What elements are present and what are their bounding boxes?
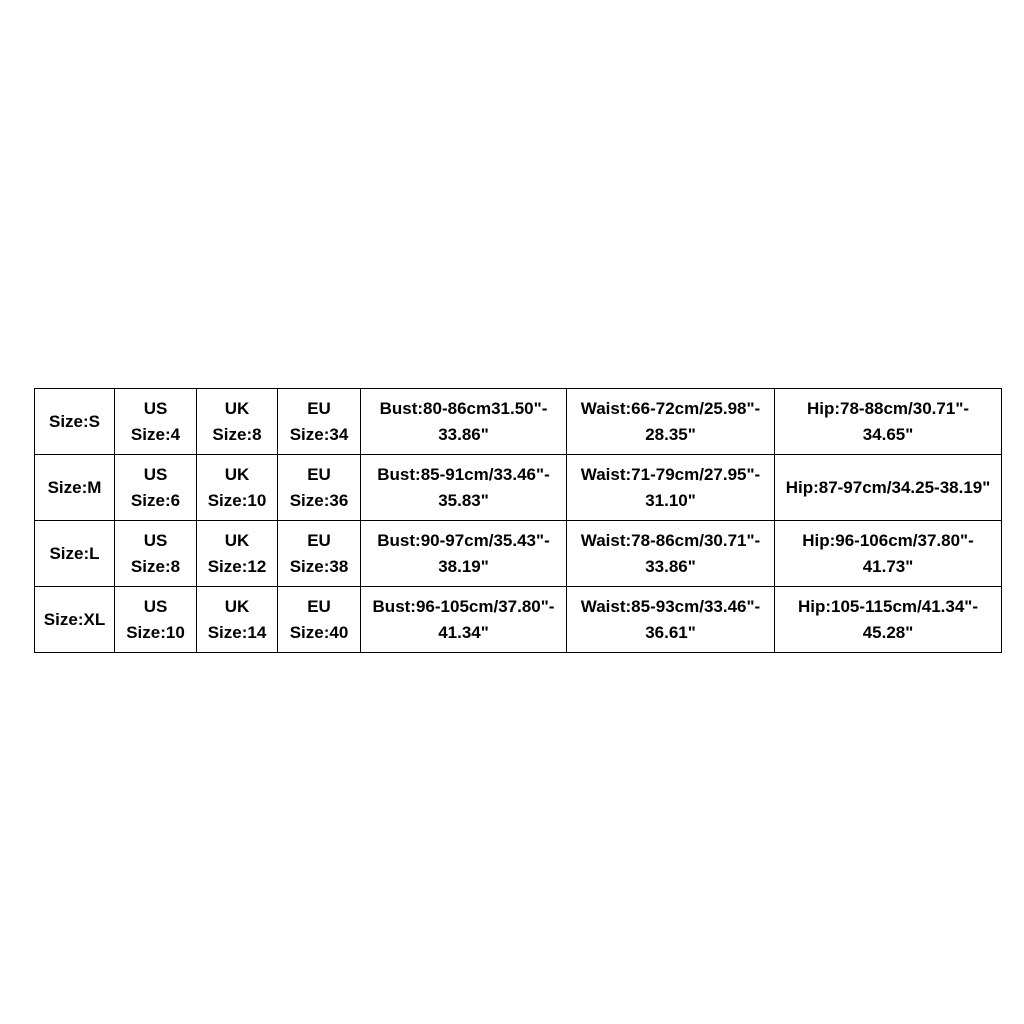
table-row [35,455,1002,521]
uk-size-cell: UK Size:10 [197,455,278,521]
bust-cell: Bust:80-86cm31.50"- 33.86" [361,389,567,455]
size-chart-table [34,388,1002,653]
bust-cell: Bust:96-105cm/37.80"- 41.34" [361,587,567,653]
hip-cell: Hip:78-88cm/30.71"- 34.65" [775,389,1002,455]
eu-size-cell: EU Size:34 [278,389,361,455]
us-size-cell: US Size:8 [115,521,197,587]
size-label-cell: Size:M [35,455,115,521]
uk-size-cell: UK Size:12 [197,521,278,587]
waist-cell: Waist:78-86cm/30.71"- 33.86" [567,521,775,587]
eu-size-cell: EU Size:36 [278,455,361,521]
us-size-cell: US Size:10 [115,587,197,653]
uk-size-cell: UK Size:14 [197,587,278,653]
table-row [35,587,1002,653]
table-row [35,389,1002,455]
waist-cell: Waist:85-93cm/33.46"- 36.61" [567,587,775,653]
hip-cell: Hip:87-97cm/34.25-38.19" [775,455,1002,521]
size-label-cell: Size:S [35,389,115,455]
us-size-cell: US Size:6 [115,455,197,521]
hip-cell: Hip:105-115cm/41.34"- 45.28" [775,587,1002,653]
waist-cell: Waist:71-79cm/27.95"- 31.10" [567,455,775,521]
hip-cell: Hip:96-106cm/37.80"- 41.73" [775,521,1002,587]
table-row [35,521,1002,587]
bust-cell: Bust:85-91cm/33.46"- 35.83" [361,455,567,521]
us-size-cell: US Size:4 [115,389,197,455]
size-label-cell: Size:XL [35,587,115,653]
waist-cell: Waist:66-72cm/25.98"- 28.35" [567,389,775,455]
bust-cell: Bust:90-97cm/35.43"- 38.19" [361,521,567,587]
eu-size-cell: EU Size:38 [278,521,361,587]
uk-size-cell: UK Size:8 [197,389,278,455]
size-label-cell: Size:L [35,521,115,587]
eu-size-cell: EU Size:40 [278,587,361,653]
